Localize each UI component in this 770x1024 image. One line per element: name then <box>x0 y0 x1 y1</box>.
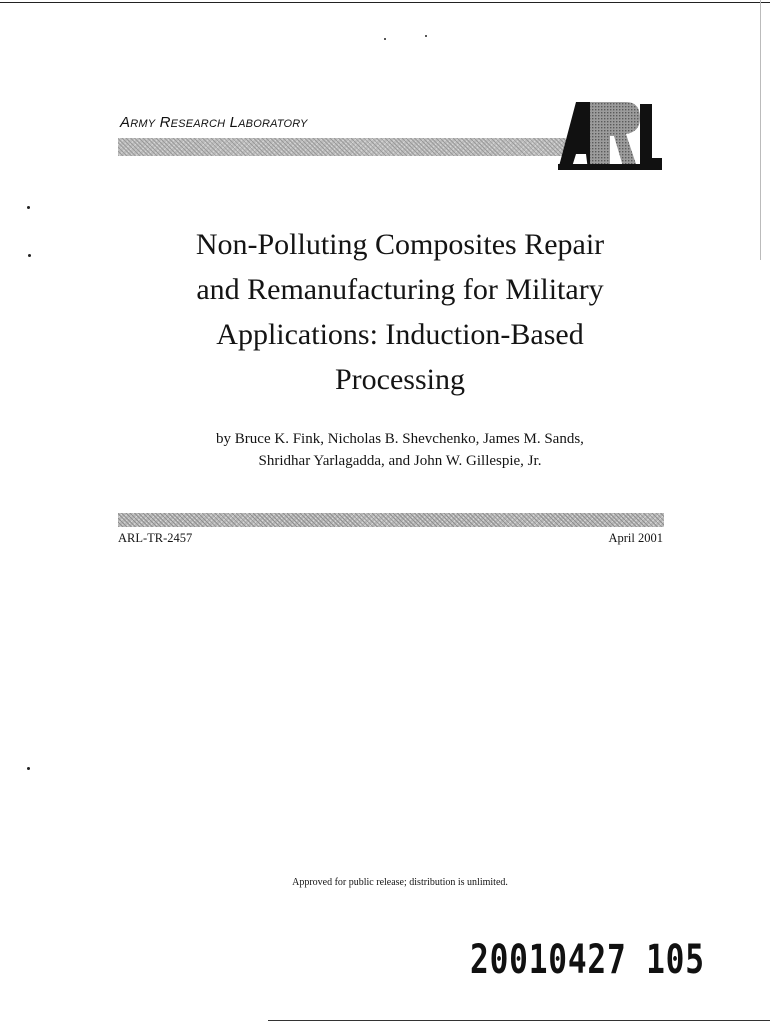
scan-bottom-rule <box>268 1020 770 1021</box>
scan-speck <box>28 254 31 257</box>
scan-right-edge <box>760 0 761 260</box>
title-line: and Remanufacturing for Military <box>196 273 604 306</box>
scan-top-rule <box>0 2 770 3</box>
scan-speck <box>425 35 427 37</box>
authors-block <box>100 428 700 472</box>
authors-line: Shridhar Yarlagadda, and John W. Gillespie, Jr. <box>258 453 542 469</box>
authors-line: by Bruce K. Fink, Nicholas B. Shevchenko, James M. Sands, <box>216 431 584 447</box>
title-line: Applications: Induction-Based <box>216 318 584 351</box>
header-halftone-bar <box>118 138 566 156</box>
release-statement: Approved for public release; distribution is unlimited. <box>292 877 508 888</box>
scan-speck <box>384 38 386 40</box>
organization-name: Army Research Laboratory <box>120 114 308 131</box>
scan-speck <box>27 206 30 209</box>
report-title <box>100 222 700 402</box>
stamp-number: 20010427 105 <box>470 937 705 983</box>
report-halftone-bar <box>118 513 664 527</box>
report-date: April 2001 <box>608 531 663 545</box>
scan-speck <box>27 767 30 770</box>
title-line: Processing <box>335 363 465 396</box>
title-line: Non-Polluting Composites Repair <box>195 228 605 261</box>
arl-logo <box>556 94 664 178</box>
report-number: ARL-TR-2457 <box>118 531 193 545</box>
arl-logo-graphic <box>556 94 664 178</box>
